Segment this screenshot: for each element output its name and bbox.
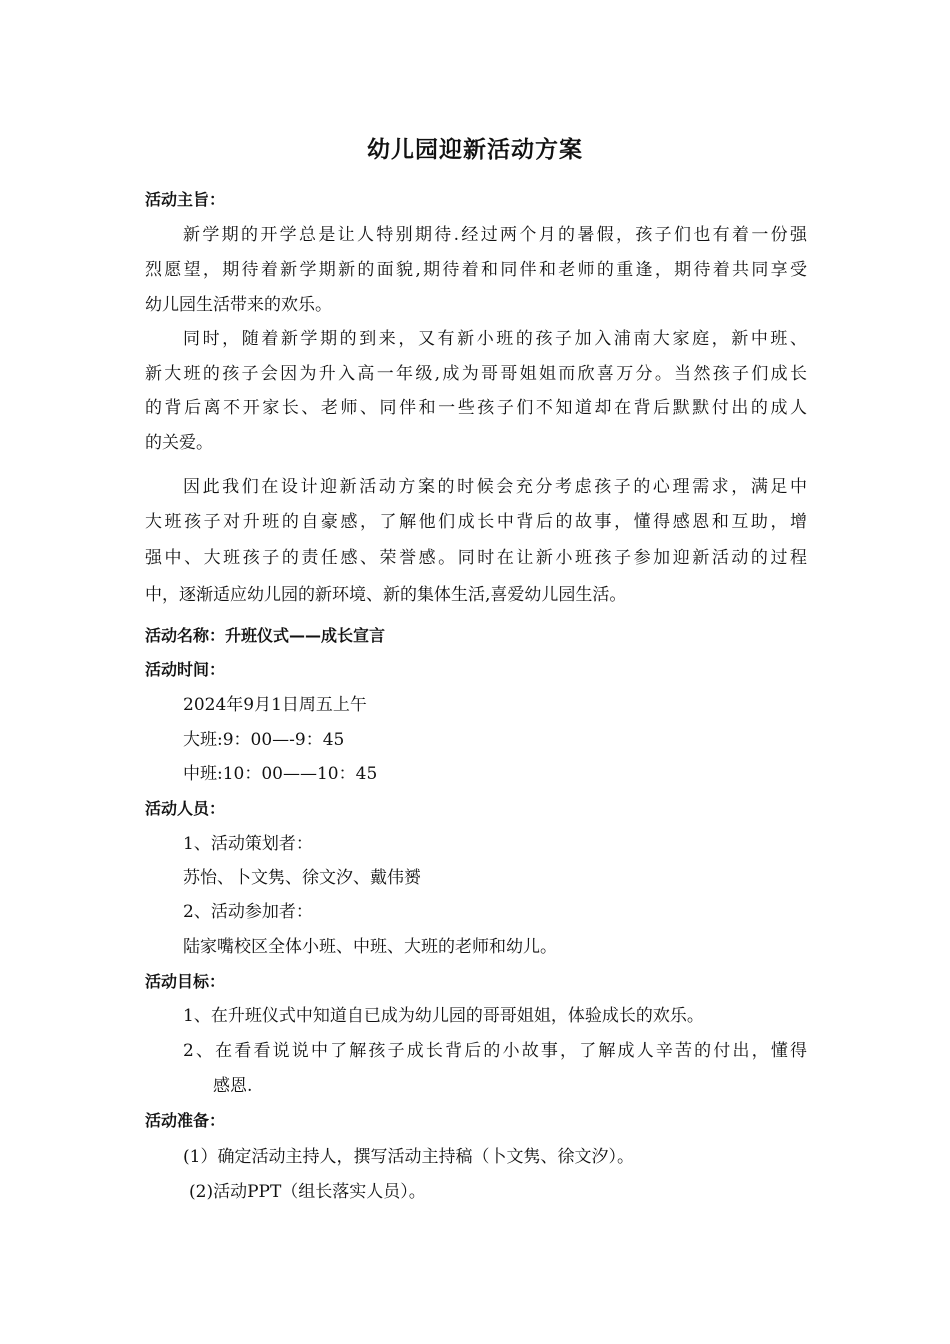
paragraph-line: 因此我们在设计迎新活动方案的时候会充分考虑孩子的心理需求，满足中 <box>183 477 807 497</box>
big-class-time: 大班:9：00—-9：45 <box>183 730 345 750</box>
paragraph-line: 大班孩子对升班的自豪感，了解他们成长中背后的故事，懂得感恩和互助，增 <box>145 512 807 532</box>
middle-class-time: 中班:10：00——10：45 <box>183 764 378 784</box>
paragraph-line: 的关爱。 <box>145 433 213 453</box>
paragraph-line: 强中、大班孩子的责任感、荣誉感。同时在让新小班孩子参加迎新活动的过程 <box>145 548 807 568</box>
section-heading-time: 活动时间： <box>145 660 226 679</box>
paragraph-line: 的背后离不开家长、老师、同伴和一些孩子们不知道却在背后默默付出的成人 <box>145 398 807 418</box>
section-heading-prep: 活动准备： <box>145 1111 226 1130</box>
section-heading-goals: 活动目标： <box>145 972 226 991</box>
document-title: 幼儿园迎新活动方案 <box>367 137 583 163</box>
event-date: 2024年9月1日周五上午 <box>183 695 367 715</box>
goal-item: 1、在升班仪式中知道自已成为幼儿园的哥哥姐姐，体验成长的欢乐。 <box>183 1006 704 1026</box>
prep-item: (1）确定活动主持人，撰写活动主持稿（卜文隽、徐文汐）。 <box>183 1147 634 1167</box>
paragraph-line: 新学期的开学总是让人特别期待.经过两个月的暑假，孩子们也有着一份强 <box>183 225 807 245</box>
participant-names: 陆家嘴校区全体小班、中班、大班的老师和幼儿。 <box>183 937 557 957</box>
section-heading-name: 活动名称：升班仪式——成长宣言 <box>145 626 386 645</box>
paragraph-line: 中，逐渐适应幼儿园的新环境、新的集体生活,喜爱幼儿园生活。 <box>145 585 627 605</box>
paragraph-line: 烈愿望，期待着新学期新的面貌,期待着和同伴和老师的重逢，期待着共同享受 <box>145 260 807 280</box>
paragraph-line: 新大班的孩子会因为升入高一年级,成为哥哥姐姐而欣喜万分。当然孩子们成长 <box>145 364 807 384</box>
participant-label: 2、活动参加者： <box>183 902 313 922</box>
prep-item: (2)活动PPT（组长落实人员）。 <box>189 1182 426 1202</box>
section-heading-people: 活动人员： <box>145 799 226 818</box>
section-heading-purpose: 活动主旨： <box>145 190 226 209</box>
paragraph-line: 同时，随着新学期的到来，又有新小班的孩子加入浦南大家庭，新中班、 <box>183 329 807 349</box>
goal-item: 2、在看看说说中了解孩子成长背后的小故事，了解成人辛苦的付出，懂得 <box>183 1041 807 1061</box>
goal-item-continued: 感恩. <box>213 1076 253 1096</box>
planner-names: 苏怡、卜文隽、徐文汐、戴伟赟 <box>183 868 421 888</box>
paragraph-line: 幼儿园生活带来的欢乐。 <box>145 295 332 315</box>
planner-label: 1、活动策划者： <box>183 834 313 854</box>
